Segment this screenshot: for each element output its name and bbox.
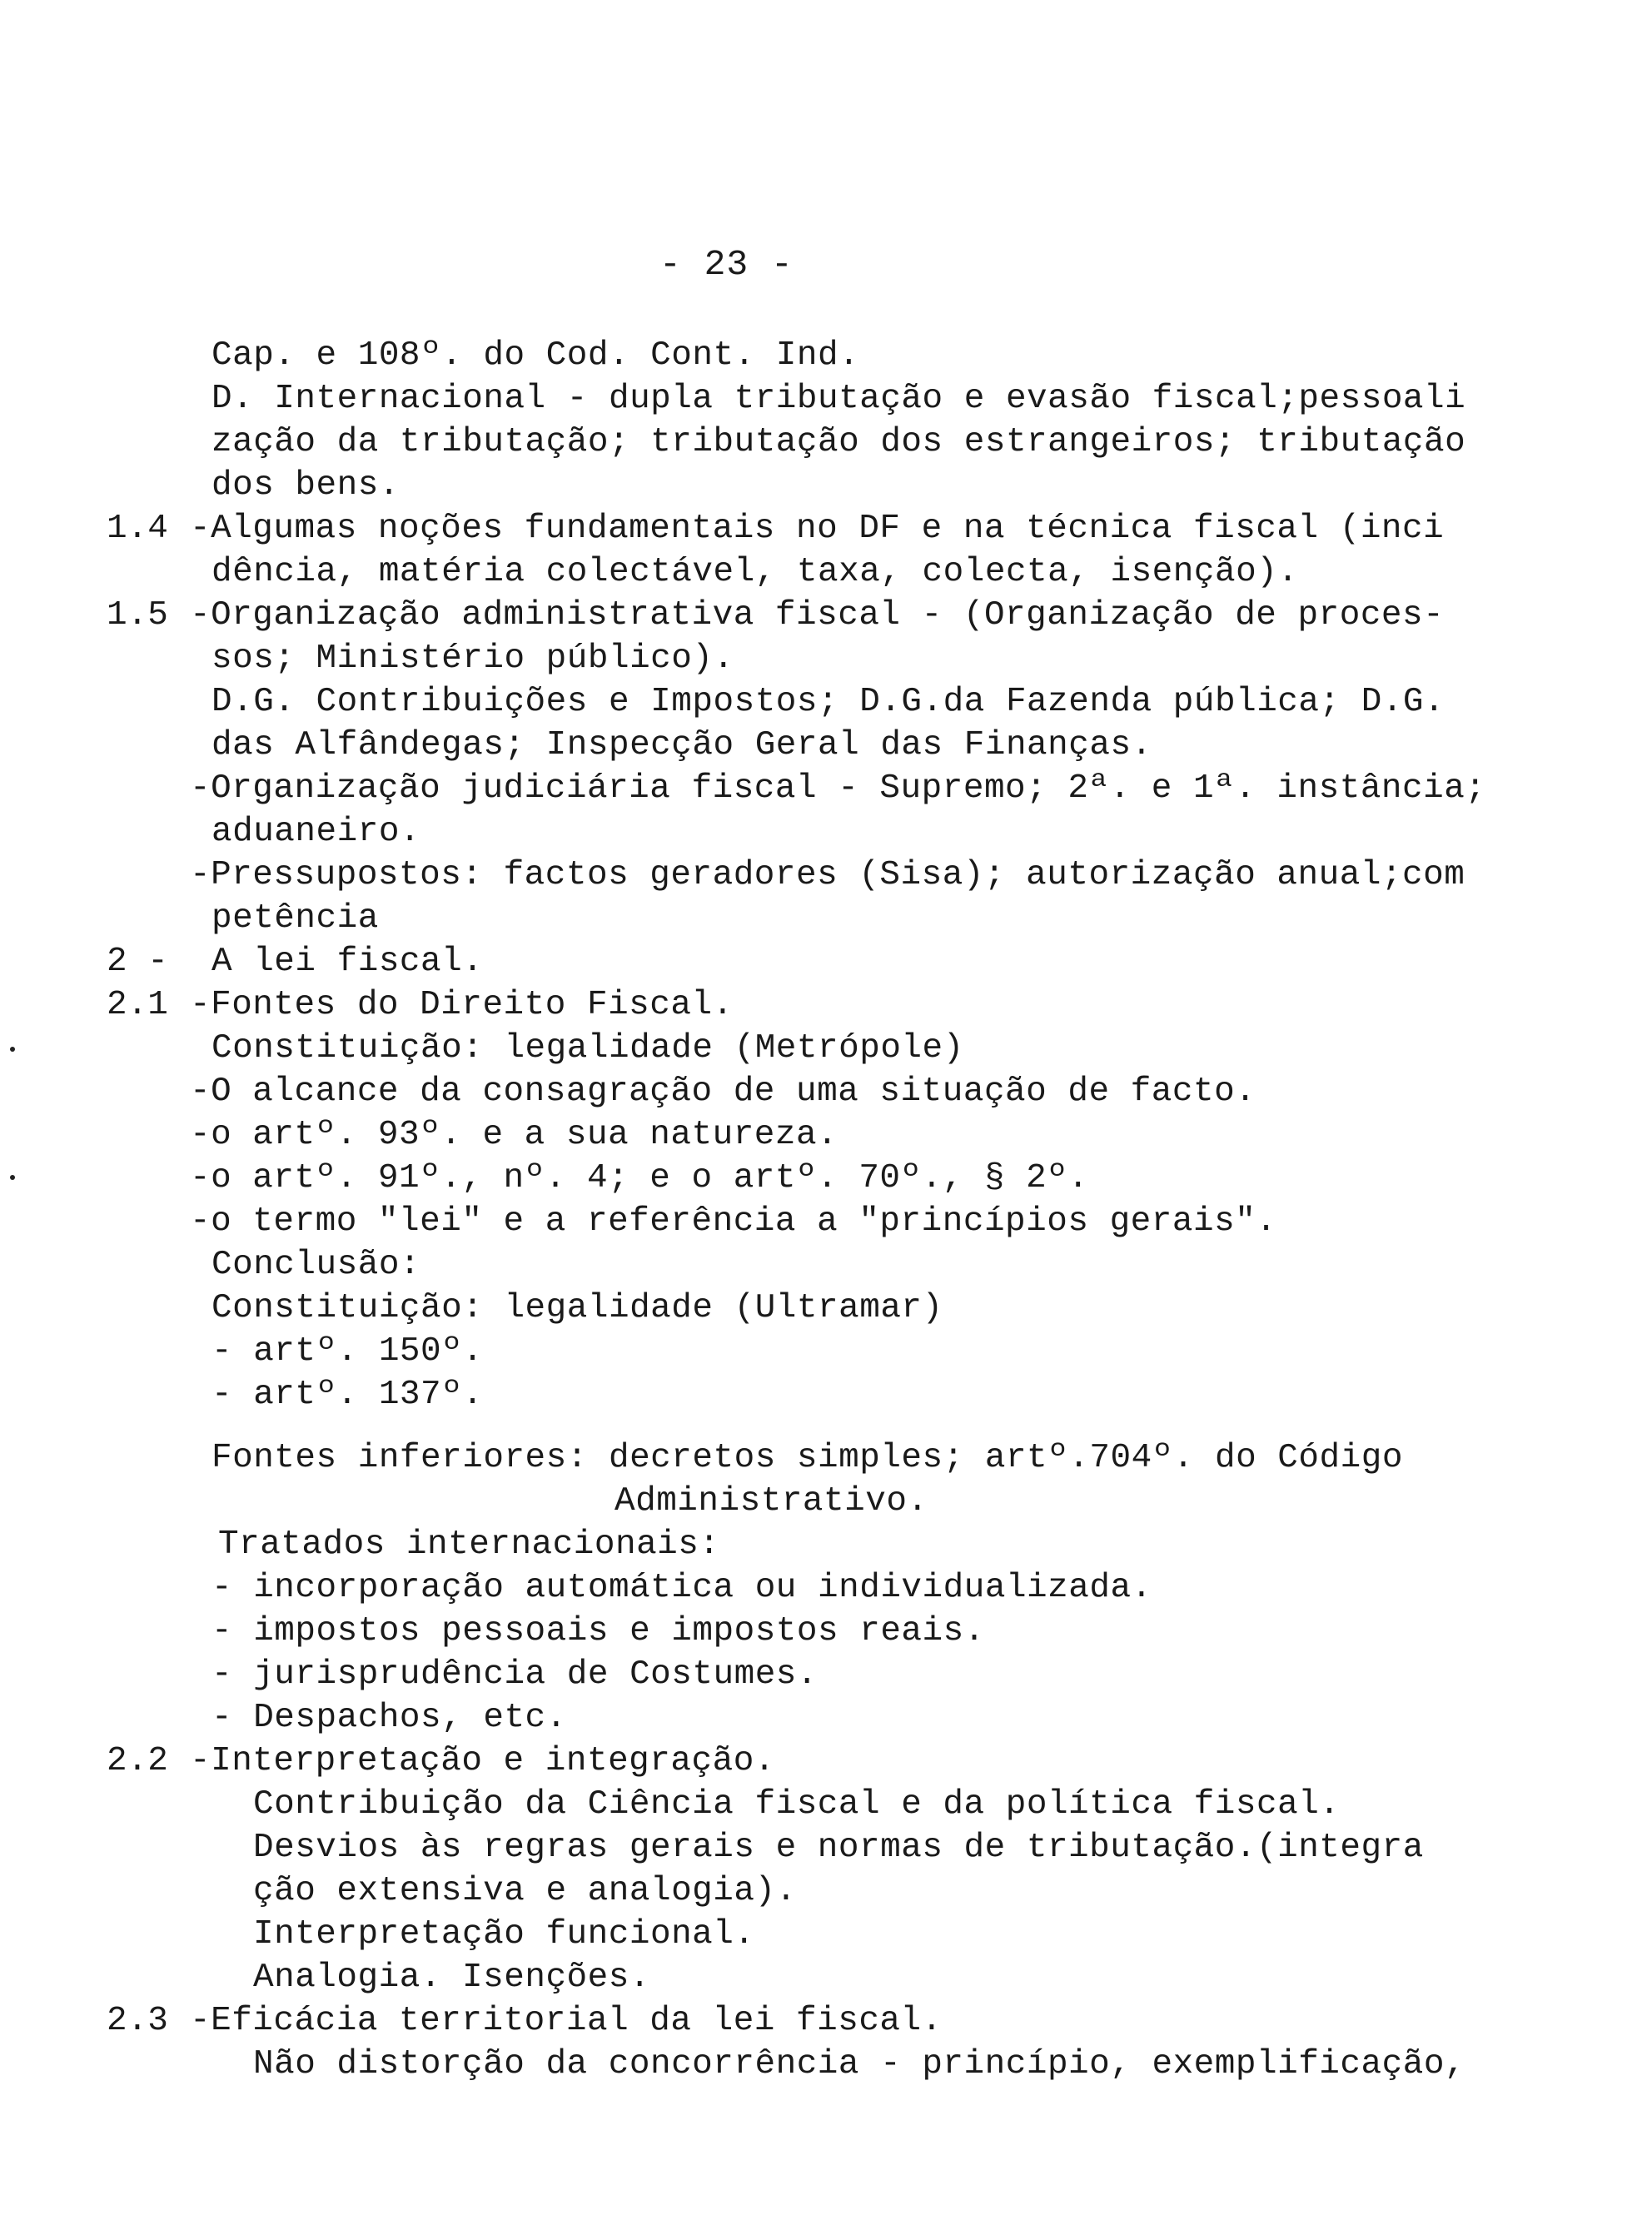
- text-line: - artº. 137º.: [211, 1376, 484, 1414]
- text-line: -O alcance da consagração de uma situação de facto.: [190, 1073, 1256, 1111]
- text-line: D.G. Contribuições e Impostos; D.G.da Fazenda pública; D.G.: [211, 683, 1446, 721]
- text-line: -o artº. 91º., nº. 4; e o artº. 70º., § 2º.: [190, 1159, 1089, 1197]
- text-line: dos bens.: [211, 466, 400, 505]
- text-line: - Despachos, etc.: [211, 1699, 567, 1737]
- text-line: -o artº. 93º. e a sua natureza.: [190, 1116, 838, 1154]
- text-line: Tratados internacionais:: [218, 1526, 720, 1564]
- text-line: Interpretação funcional.: [253, 1915, 755, 1954]
- text-line: -Algumas noções fundamentais no DF e na técnica fiscal (inci: [190, 510, 1445, 548]
- text-line: -o termo "lei" e a referência a "princípios gerais".: [190, 1202, 1277, 1241]
- text-line: dência, matéria colectável, taxa, colecta, isenção).: [211, 553, 1299, 591]
- text-line: Administrativo.: [615, 1482, 928, 1521]
- text-line: Cap. e 108º. do Cod. Cont. Ind.: [211, 336, 860, 375]
- text-line: -Organização administrativa fiscal - (Organização de proces-: [190, 596, 1445, 635]
- section-number: 2.1: [107, 986, 168, 1024]
- margin-dot-mark: [10, 1047, 15, 1052]
- text-line: zação da tributação; tributação dos estrangeiros; tributação: [211, 423, 1466, 461]
- text-line: D. Internacional - dupla tributação e evasão fiscal;pessoali: [211, 380, 1466, 418]
- text-line: Constituição: legalidade (Ultramar): [211, 1289, 943, 1327]
- section-number: 1.5: [107, 596, 168, 635]
- text-line: -Interpretação e integração.: [190, 1742, 775, 1780]
- text-line: Conclusão:: [211, 1246, 421, 1284]
- text-line: petência: [211, 899, 379, 938]
- margin-dot-mark: [10, 1175, 15, 1180]
- text-line: - jurisprudência de Costumes.: [211, 1655, 819, 1694]
- text-line: das Alfândegas; Inspecção Geral das Finanças.: [211, 726, 1152, 764]
- text-line: -Organização judiciária fiscal - Supremo; 2ª. e 1ª. instância;: [190, 769, 1486, 808]
- text-line: Analogia. Isenções.: [253, 1959, 650, 1997]
- text-line: - artº. 150º.: [211, 1332, 484, 1371]
- text-line: sos; Ministério público).: [211, 640, 734, 678]
- text-line: Constituição: legalidade (Metrópole): [211, 1029, 964, 1068]
- page-number: - 23 -: [659, 244, 794, 285]
- text-line: ção extensiva e analogia).: [253, 1872, 797, 1910]
- section-number: 2 -: [107, 943, 168, 981]
- text-line: aduaneiro.: [211, 813, 421, 851]
- text-line: A lei fiscal.: [211, 943, 484, 981]
- text-line: - incorporação automática ou individualizada.: [211, 1569, 1152, 1607]
- text-line: -Pressupostos: factos geradores (Sisa); autorização anual;com: [190, 856, 1465, 894]
- text-line: Fontes inferiores: decretos simples; artº.704º. do Código: [211, 1439, 1403, 1477]
- section-number: 1.4: [107, 510, 168, 548]
- text-line: Não distorção da concorrência - princípio, exemplificação,: [253, 2045, 1466, 2083]
- text-line: -Fontes do Direito Fiscal.: [190, 986, 734, 1024]
- section-number: 2.2: [107, 1742, 168, 1780]
- text-line: - impostos pessoais e impostos reais.: [211, 1612, 985, 1650]
- text-line: Desvios às regras gerais e normas de tributação.(integra: [253, 1829, 1424, 1867]
- section-number: 2.3: [107, 2002, 168, 2040]
- text-line: -Eficácia territorial da lei fiscal.: [190, 2002, 943, 2040]
- text-line: Contribuição da Ciência fiscal e da política fiscal.: [253, 1785, 1341, 1824]
